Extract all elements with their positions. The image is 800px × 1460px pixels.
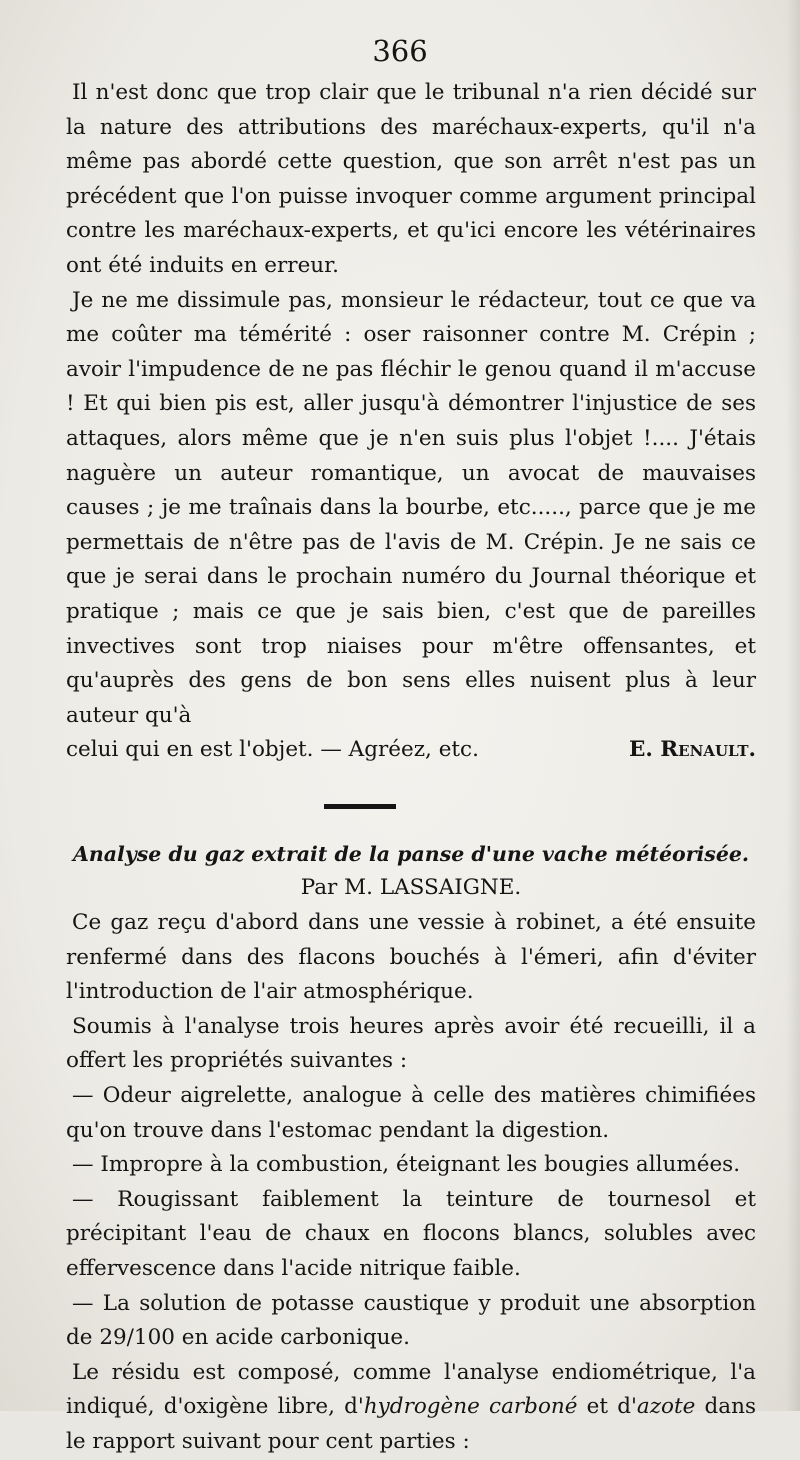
last-text-start: Le résidu est composé, comme l'analyse endiométrique, l'a indiqué, d'oxigène libre, d' — [66, 1359, 756, 1420]
letter-closing-line — [66, 733, 756, 768]
property-item-1: — Odeur aigrelette, analogue à celle des matières chimifiées qu'on trouve dans l'estomac pendant la digestion. — [66, 1083, 756, 1143]
letter-paragraph-2: Je ne me dissimule pas, monsieur le rédacteur, tout ce que va me coûter ma témérité : oser raisonner contre M. Crépin ; avoir l'impudence de ne pas fléchir le genou quand il m'accuse ! Et qui bien pis est, aller jusqu'à démontrer l'injustice de ses attaques, alors même que je n'en suis plus l'objet !.... J'étais naguère un auteur romantique, un avocat de mauvaises causes ; je me traînais dans la bourbe, etc....., parce que je me permettais de n'être pas de l'avis de M. Crépin. Je ne sais ce que je serai dans le prochain numéro du Journal théorique et pratique ; mais ce que je sais bien, c'est que de pareilles invectives sont trop niaises pour m'être offensantes, et qu'auprès des gens de bon sens elles nuisent plus à leur auteur qu'à — [66, 287, 756, 728]
last-text-end: dans le rapport suivant pour cent parties : — [66, 1394, 756, 1454]
article-author: Par M. LASSAIGNE. — [300, 875, 522, 901]
term-azote: azote — [636, 1394, 696, 1420]
letter-closing: celui qui en est l'objet. — Agréez, etc. — [66, 737, 479, 763]
page-text — [66, 76, 756, 1460]
term-hydrogene: hydrogène carboné — [363, 1394, 578, 1420]
last-text-mid: et d' — [577, 1394, 637, 1420]
article-paragraph-2: Soumis à l'analyse trois heures après avoir été recueilli, il a offert les propriétés suivantes : — [66, 1013, 756, 1074]
property-item-3: — Rougissant faiblement la teinture de tournesol et précipitant l'eau de chaux en flocons blancs, solubles avec effervescence dans l'acide nitrique faible. — [66, 1186, 756, 1281]
section-divider — [324, 804, 396, 809]
article-paragraph-1: Ce gaz reçu d'abord dans une vessie à robinet, a été ensuite renfermé dans des flacons bouchés à l'émeri, afin d'éviter l'introduction de l'air atmosphérique. — [66, 910, 756, 1005]
article-title: Analyse du gaz extrait de la panse d'une vache météorisée. — [72, 841, 750, 866]
property-item-2: — Impropre à la combustion, éteignant les bougies allumées. — [72, 1152, 741, 1178]
page-edge-shadow — [786, 0, 800, 1411]
page-number: 366 — [372, 34, 428, 68]
letter-paragraph-1: Il n'est donc que trop clair que le tribunal n'a rien décidé sur la nature des attributions des maréchaux-experts, qu'il n'a même pas abordé cette question, que son arrêt n'est pas un précédent que l'on puisse invoquer comme argument principal contre les maréchaux-experts, et qu'ici encore les vétérinaires ont été induits en erreur. — [66, 80, 756, 278]
property-item-4: — La solution de potasse caustique y produit une absorption de 29/100 en acide carbonique. — [66, 1290, 756, 1351]
article-paragraph-last — [66, 1356, 756, 1460]
letter-signature: E. Renault. — [628, 737, 756, 763]
